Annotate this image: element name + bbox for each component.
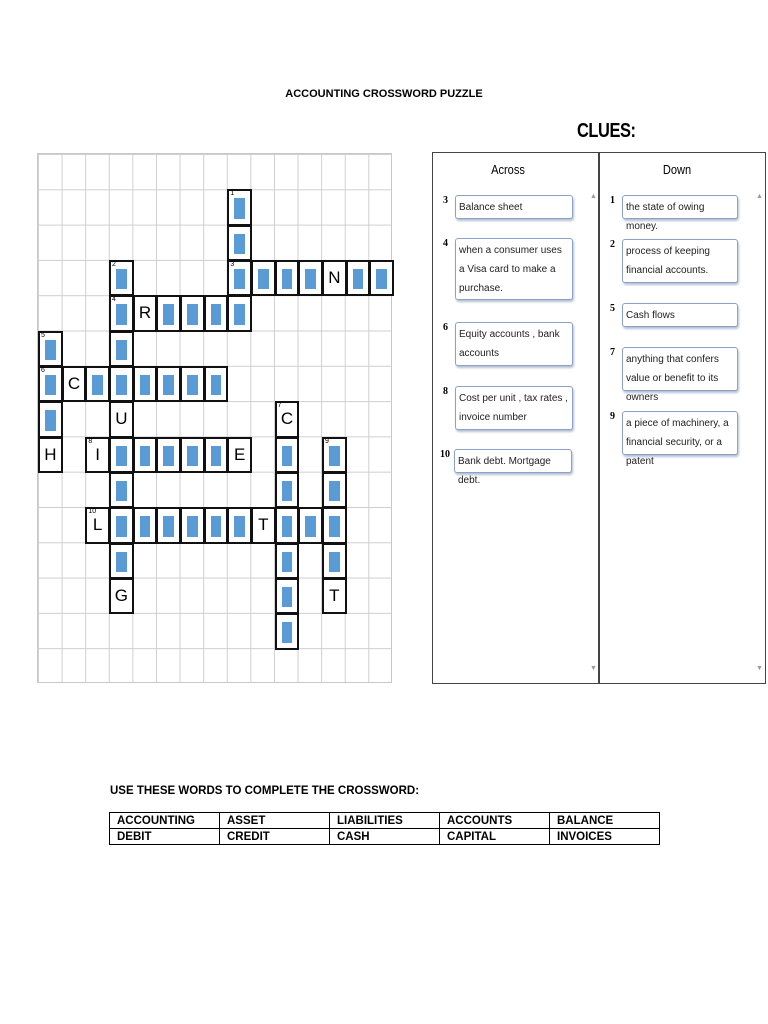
cell-fill	[329, 516, 340, 536]
cell-fill	[234, 198, 245, 218]
cell-fill	[329, 552, 340, 572]
crossword-cell[interactable]	[322, 507, 347, 543]
crossword-cell[interactable]	[275, 472, 300, 508]
crossword-cell[interactable]	[133, 295, 158, 331]
crossword-cell[interactable]	[109, 472, 134, 508]
word-cell: DEBIT	[110, 829, 220, 845]
cell-fill	[353, 269, 364, 289]
cell-fill	[92, 375, 103, 395]
clue-number: 8	[443, 386, 448, 397]
cell-fill	[163, 516, 174, 536]
cell-letter: I	[95, 444, 101, 464]
crossword-cell[interactable]	[180, 295, 205, 331]
crossword-cell[interactable]	[109, 366, 134, 402]
crossword-cell[interactable]	[133, 366, 158, 402]
crossword-cell[interactable]	[275, 613, 300, 649]
table-row	[110, 813, 660, 829]
clue-divider	[598, 152, 600, 684]
word-bank-heading: USE THESE WORDS TO COMPLETE THE CROSSWORD:	[110, 785, 420, 797]
cell-letter: C	[280, 409, 294, 429]
cell-number: 4	[112, 296, 116, 304]
cell-fill	[376, 269, 387, 289]
cell-letter: T	[329, 586, 340, 606]
cell-fill	[234, 234, 245, 254]
crossword-cell[interactable]	[275, 578, 300, 614]
clues-heading: CLUES:	[577, 120, 636, 142]
crossword-cell[interactable]	[322, 260, 347, 296]
crossword-cell[interactable]	[204, 437, 229, 473]
crossword-cell[interactable]	[322, 578, 347, 614]
cell-number: 6	[41, 367, 45, 374]
crossword-cell[interactable]	[275, 401, 300, 437]
crossword-cell[interactable]	[298, 260, 323, 296]
clue-text: Equity accounts , bank accounts	[455, 322, 573, 366]
crossword-cell[interactable]	[38, 331, 63, 367]
clue-text: the state of owing money.	[622, 195, 738, 219]
crossword-cell[interactable]	[204, 507, 229, 543]
across-scroll-down-icon[interactable]: ▼	[590, 665, 597, 672]
crossword-cell[interactable]	[251, 260, 276, 296]
cell-fill	[234, 304, 245, 324]
crossword-cell[interactable]	[133, 507, 158, 543]
across-heading: Across	[491, 162, 525, 177]
cell-fill	[282, 446, 293, 466]
cell-fill	[45, 410, 56, 430]
word-cell: CREDIT	[220, 829, 330, 845]
word-cell: ACCOUNTS	[440, 813, 550, 829]
crossword-cell[interactable]	[109, 578, 134, 614]
cell-letter: U	[115, 409, 128, 429]
crossword-cell[interactable]	[275, 437, 300, 473]
page-title: ACCOUNTING CROSSWORD PUZZLE	[285, 88, 483, 100]
cell-letter: R	[138, 303, 152, 323]
cell-fill	[282, 481, 293, 501]
crossword-cell[interactable]	[227, 295, 252, 331]
word-cell: CASH	[330, 829, 440, 845]
word-bank-table	[109, 812, 660, 845]
word-cell: CAPITAL	[440, 829, 550, 845]
clue-number: 4	[443, 238, 448, 249]
cell-number: 2	[112, 261, 116, 268]
cell-fill	[116, 552, 127, 572]
crossword-cell[interactable]	[322, 543, 347, 579]
cell-fill	[163, 446, 174, 466]
cell-fill	[187, 516, 198, 536]
word-cell: INVOICES	[550, 829, 660, 845]
cell-fill	[140, 516, 151, 536]
table-row	[110, 829, 660, 845]
down-scroll-up-icon[interactable]: ▲	[756, 193, 763, 200]
cell-fill	[140, 446, 151, 466]
crossword-cell[interactable]	[109, 331, 134, 367]
cell-fill	[234, 516, 245, 536]
crossword-cell[interactable]	[227, 189, 252, 225]
cell-letter: H	[44, 444, 57, 464]
crossword-cell[interactable]	[109, 437, 134, 473]
cell-number: 1	[230, 190, 235, 198]
cell-fill	[116, 446, 127, 466]
cell-fill	[45, 375, 56, 395]
crossword-cell[interactable]	[204, 366, 229, 402]
crossword-cell[interactable]	[227, 225, 252, 261]
cell-fill	[45, 340, 56, 360]
cell-number: 5	[41, 331, 45, 339]
clue-text: process of keeping financial accounts.	[622, 239, 738, 283]
crossword-cell[interactable]	[62, 366, 87, 402]
clue-number: 9	[610, 411, 615, 422]
cell-fill	[116, 481, 127, 501]
cell-fill	[116, 340, 127, 360]
cell-fill	[282, 552, 293, 572]
down-heading: Down	[662, 162, 692, 177]
cell-fill	[305, 269, 316, 289]
clue-text: Balance sheet	[455, 195, 573, 219]
word-cell: LIABILITIES	[330, 813, 440, 829]
cell-fill	[258, 269, 269, 289]
cell-fill	[116, 269, 127, 289]
clue-number: 2	[610, 239, 615, 250]
cell-fill	[211, 304, 222, 324]
cell-number: 7	[277, 402, 282, 410]
cell-number: 10	[88, 508, 97, 516]
cell-fill	[116, 304, 127, 324]
crossword-cell[interactable]	[156, 295, 181, 331]
crossword-cell[interactable]	[156, 437, 181, 473]
crossword-cell[interactable]	[275, 260, 300, 296]
cell-letter: E	[233, 444, 246, 464]
crossword-cell[interactable]	[369, 260, 394, 296]
across-scroll-up-icon[interactable]: ▲	[590, 193, 597, 200]
crossword-cell[interactable]	[227, 507, 252, 543]
clue-text: Cash flows	[622, 303, 738, 327]
crossword-cell[interactable]	[109, 260, 134, 296]
crossword-cell[interactable]	[346, 260, 371, 296]
crossword-cell[interactable]	[38, 366, 63, 402]
cell-fill	[116, 375, 127, 395]
cell-fill	[282, 269, 293, 289]
down-scroll-down-icon[interactable]: ▼	[756, 665, 763, 672]
cell-fill	[116, 516, 127, 536]
crossword-cell[interactable]	[275, 543, 300, 579]
crossword-cell[interactable]	[204, 295, 229, 331]
crossword-cell[interactable]	[38, 401, 63, 437]
clue-number: 3	[443, 195, 448, 206]
cell-letter: G	[114, 586, 128, 606]
crossword-cell[interactable]	[109, 507, 134, 543]
crossword-cell[interactable]	[251, 507, 276, 543]
cell-fill	[187, 446, 198, 466]
crossword-cell[interactable]	[322, 472, 347, 508]
crossword-cell[interactable]	[156, 507, 181, 543]
cell-fill	[211, 375, 222, 395]
cell-number: 8	[88, 437, 93, 445]
crossword-cell[interactable]	[85, 437, 110, 473]
crossword-cell[interactable]	[85, 366, 110, 402]
clue-text: Cost per unit , tax rates , invoice number	[455, 386, 573, 430]
crossword-cell[interactable]	[156, 366, 181, 402]
crossword-cell[interactable]	[322, 437, 347, 473]
clue-text: when a consumer uses a Visa card to make a purchase.	[455, 238, 573, 300]
crossword-cell[interactable]	[227, 437, 252, 473]
crossword-cell[interactable]	[85, 507, 110, 543]
cell-fill	[163, 304, 174, 324]
cell-fill	[140, 375, 151, 395]
word-cell: BALANCE	[550, 813, 660, 829]
cell-fill	[329, 481, 340, 501]
crossword-grid	[37, 153, 392, 683]
cell-fill	[234, 269, 245, 289]
crossword-cell[interactable]	[38, 437, 63, 473]
crossword-cell[interactable]	[227, 260, 252, 296]
clue-text: anything that confers value or benefit to its owners	[622, 347, 738, 391]
cell-fill	[329, 446, 340, 466]
cell-fill	[187, 375, 198, 395]
crossword-cell[interactable]	[109, 401, 134, 437]
cell-number: 3	[230, 261, 235, 268]
clue-text: a piece of machinery, a financial security, or a patent	[622, 411, 738, 455]
crossword-cell[interactable]	[275, 507, 300, 543]
cell-letter: T	[258, 515, 269, 535]
crossword-cell[interactable]	[298, 507, 323, 543]
clue-number: 10	[440, 449, 450, 460]
crossword-cell[interactable]	[180, 437, 205, 473]
cell-fill	[187, 304, 198, 324]
cell-fill	[211, 516, 222, 536]
cell-fill	[163, 375, 174, 395]
cell-fill	[282, 587, 293, 607]
cell-number: 9	[325, 437, 329, 445]
crossword-cell[interactable]	[180, 507, 205, 543]
cell-letter: C	[67, 374, 81, 394]
clue-number: 1	[610, 195, 615, 206]
crossword-cell[interactable]	[180, 366, 205, 402]
clue-number: 6	[443, 322, 448, 333]
crossword-cell[interactable]	[109, 543, 134, 579]
cell-letter: N	[328, 268, 341, 288]
word-cell: ACCOUNTING	[110, 813, 220, 829]
cell-fill	[282, 622, 293, 642]
clue-number: 7	[610, 347, 615, 358]
cell-letter: L	[92, 515, 103, 535]
clue-number: 5	[610, 303, 615, 314]
cell-fill	[282, 516, 293, 536]
crossword-cell[interactable]	[133, 437, 158, 473]
word-cell: ASSET	[220, 813, 330, 829]
cell-fill	[305, 516, 316, 536]
clue-text: Bank debt. Mortgage debt.	[454, 449, 572, 473]
crossword-cell[interactable]	[109, 295, 134, 331]
cell-fill	[211, 446, 222, 466]
